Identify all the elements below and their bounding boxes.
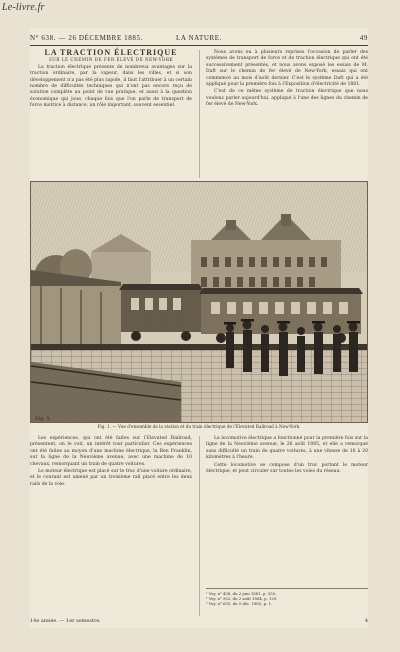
header-rule (30, 45, 368, 46)
journal-title: LA NATURE. (175, 34, 223, 42)
issue-number: N° 638. — 26 DÉCEMBRE 1885. (30, 34, 143, 42)
year-label: 14e année. — 1er semestre. (30, 618, 101, 624)
signature-mark: 4 (364, 618, 368, 624)
column-separator (199, 436, 200, 616)
article-subtitle: SUR LE CHEMIN DE FER ÉLEVÉ DE NEW-YORK (48, 57, 174, 63)
footnotes (206, 588, 368, 607)
engraving-illustration (31, 182, 368, 423)
article-title: LA TRACTION ÉLECTRIQUE (44, 48, 178, 57)
paragraph: Cette locomotive se compose d'un truc portant le moteur électrique, et peut circuler sur toutes les voies du réseau. (206, 462, 368, 475)
page (30, 28, 368, 628)
column-right-bottom (206, 436, 368, 476)
footnote: ² Voy. n° 502, du 2 août 1884, p. 129. (206, 596, 278, 602)
paragraph: Le moteur électrique est placé sur le truc d'une voiture ordinaire, et le courant est amené par un troisième rail placé entre les deux rails de la voie. (30, 469, 192, 487)
paragraph: La traction électrique présente de nombreux avantages sur la traction ordinaire, par la vapeur, dans les villes, et si son développement n'a pas été plus rapide, il faut l'attribuer à un certain nombre de difficultés techniques qui n'ont pas encore reçu de solution complète au point de vue pratique, et aussi à la question économique qui joue, chaque fois que l'on parle de transport de force motrice à distance, un rôle important, souvent essentiel. (30, 64, 192, 109)
footnote: ³ Voy. n° 635, du 5 déc. 1885, p. 1. (206, 601, 273, 607)
engraving-figure (30, 181, 368, 423)
paragraph: C'est de ce même système de traction électrique que nous voulons parler aujourd'hui, appliqué à l'une des lignes du chemin de fer élevé de New-York. (206, 89, 368, 108)
figure-caption: Fig. 1. — Vue d'ensemble de la station et du train électrique de l'Elevated Railroad à New-York. (97, 424, 301, 429)
paragraph: Les expériences, qui ont été faites sur l'Elevated Railroad, présentent, on le voit, un intérêt tout particulier. Ces expériences ont été faites au moyen d'une machine électrique, la Ben Franklin, sur la ligne de la Neuvième avenue, avec une machine de 10 chevaux, remorquant un train de quatre voitures. (30, 436, 192, 467)
running-header (30, 32, 368, 44)
page-number: 49 (359, 34, 368, 42)
footnote: ¹ Voy. n° 438, du 2 juin 1881, p. 355. (206, 591, 277, 596)
paragraph: La locomotive électrique a fonctionné pour la première fois sur la ligne de la Neuvième avenue, le 26 août 1885, et elle a remorqué sans difficulté un train de quatre voitures, à une vitesse de 16 à 20 kilomètres à l'heure. (206, 436, 368, 461)
watermark-stamp: Le-livre.fr (2, 2, 45, 13)
paragraph: Nous avons eu à plusieurs reprises l'occasion de parler des systèmes de transport de force et de traction électrique qui ont été successivement présentés, et nous avons exposé les essais de M. Daft sur le chemin de fer élevé de New-York, essais qui ont commencé au mois d'août dernier. C'est le système Daft qui a été appliqué pour la première fois à l'Exposition d'électricité de 1881. (206, 50, 368, 88)
column-left-bottom (30, 436, 192, 489)
column-right-top (206, 50, 368, 110)
column-left-top (30, 50, 192, 111)
page-footer (30, 618, 368, 624)
figure-label: Fig. 1. (35, 416, 52, 422)
column-separator (199, 50, 200, 178)
